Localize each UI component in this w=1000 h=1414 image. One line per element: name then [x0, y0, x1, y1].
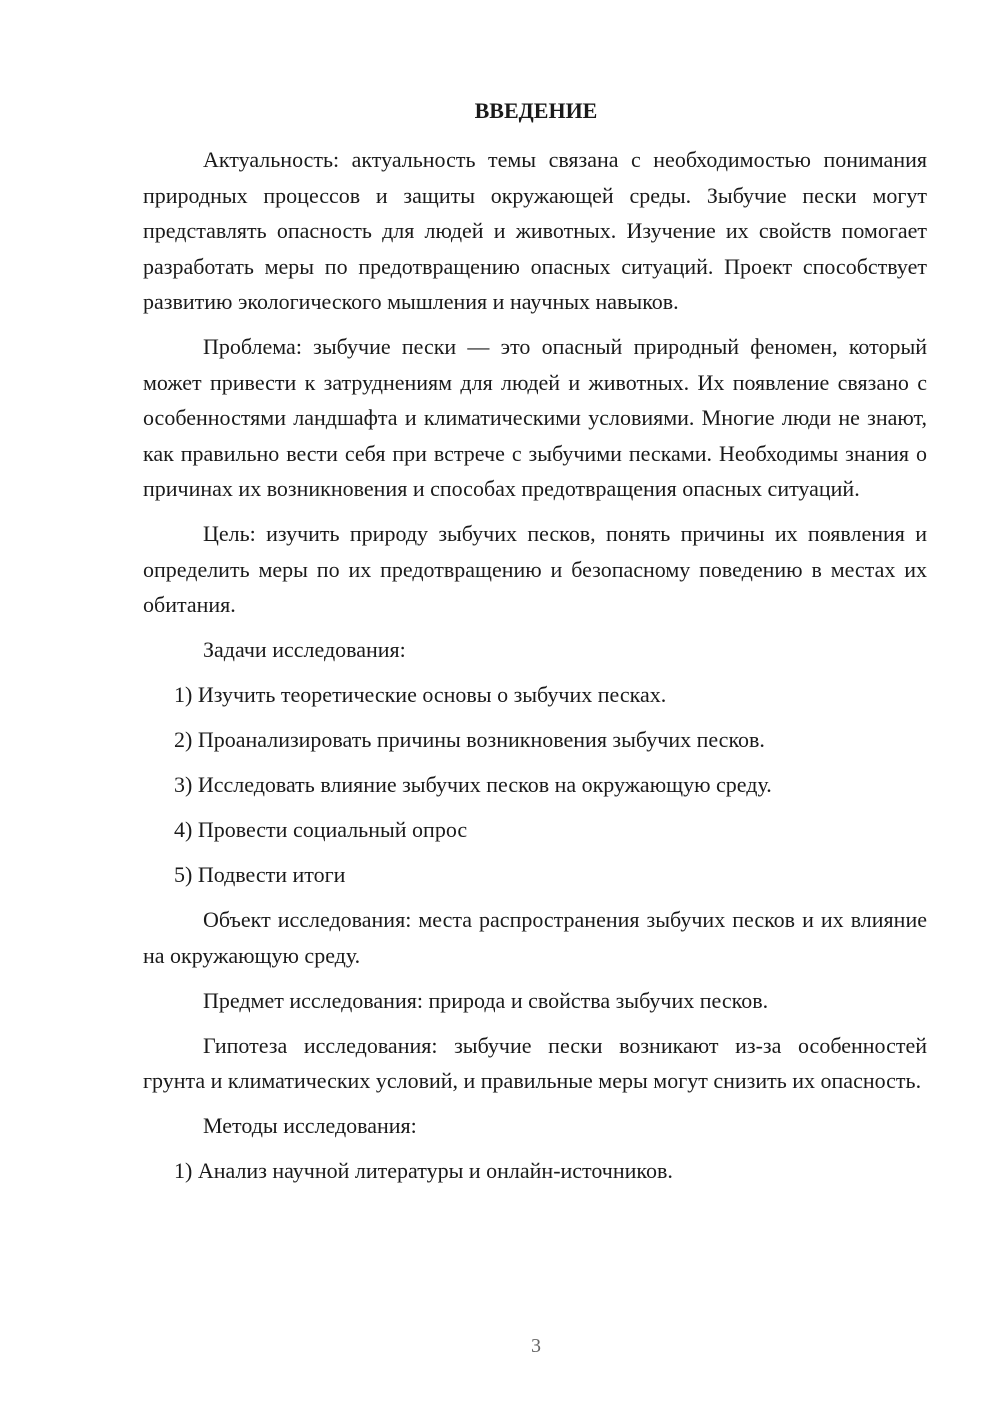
list-item: 1) Изучить теоретические основы о зыбучих песках. — [174, 682, 667, 707]
list-item: 3) Исследовать влияние зыбучих песков на окружающую среду. — [174, 772, 772, 797]
methods-title: Методы исследования: — [203, 1113, 417, 1138]
page-heading: ВВЕДЕНИЕ — [474, 98, 598, 123]
paragraph-object: Объект исследования: места распространения зыбучих песков и их влияние на окружающую среду. — [143, 907, 927, 968]
list-item: 1) Анализ научной литературы и онлайн-источников. — [174, 1158, 673, 1183]
paragraph-goal: Цель: изучить природу зыбучих песков, понять причины их появления и определить меры по их предотвращению и безопасному поведению в местах их обитания. — [143, 521, 927, 617]
list-item: 2) Проанализировать причины возникновения зыбучих песков. — [174, 727, 765, 752]
tasks-title: Задачи исследования: — [203, 637, 406, 662]
paragraph-hypothesis: Гипотеза исследования: зыбучие пески возникают из-за особенностей грунта и климатических условий, и правильные меры могут снизить их опасность. — [143, 1032, 927, 1093]
list-item: 5) Подвести итоги — [174, 862, 346, 887]
paragraph-problem: Проблема: зыбучие пески — это опасный природный феномен, который может привести к затруднениям для людей и животных. Их появление связано с особенностями ландшафта и климатическими условиями. Многие люди не знают, как правильно вести себя при встрече с зыбучими песками. Необходимы знания о причинах их возникновения и способах предотвращения опасных ситуаций. — [143, 334, 927, 501]
paragraph-subject: Предмет исследования: природа и свойства зыбучих песков. — [203, 987, 769, 1013]
document-body — [143, 142, 927, 1198]
page-number: 3 — [531, 1335, 541, 1357]
methods-list — [143, 1153, 927, 1189]
tasks-list — [143, 677, 927, 893]
list-item: 4) Провести социальный опрос — [174, 817, 468, 842]
paragraph-relevance: Актуальность: актуальность темы связана с необходимостью понимания природных процессов и защиты окружающей среды. Зыбучие пески могут представлять опасность для людей и животных. Изучение их свойств помогает разработать меры по предотвращению опасных ситуаций. Проект способствует развитию экологического мышления и научных навыков. — [143, 147, 927, 314]
